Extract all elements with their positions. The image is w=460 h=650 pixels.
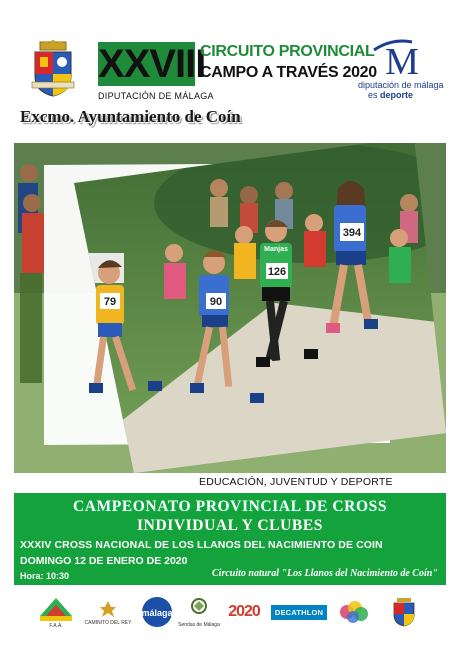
sponsor-decathlon-label: DECATHLON bbox=[271, 605, 327, 620]
bib-394: 394 bbox=[342, 227, 362, 239]
sponsor-decathlon-logo bbox=[274, 592, 324, 632]
circuit-title-line2: CAMPO A TRAVÉS 2020 bbox=[200, 64, 377, 81]
event-name: XXXIV CROSS NACIONAL DE LOS LLANOS DEL NACIMIENTO DE COIN bbox=[20, 539, 383, 551]
sponsor-caminito-label: CAMINITO DEL REY bbox=[84, 619, 132, 626]
dm-line1: diputación de málaga bbox=[358, 80, 444, 90]
sponsor-2020-label: 2020 bbox=[228, 603, 260, 620]
dm-letter: M bbox=[385, 41, 419, 78]
sponsor-colorful-logo bbox=[336, 592, 372, 632]
ayuntamiento-title: Excmo. Ayuntamiento de Coín bbox=[20, 107, 241, 126]
diputacion-deporte-logo bbox=[372, 38, 432, 78]
dm-line2-deporte: deporte bbox=[380, 90, 414, 100]
sponsor-crest-logo bbox=[390, 592, 418, 632]
sponsor-malaga-label: málaga bbox=[141, 608, 173, 618]
sponsor-2020-logo bbox=[222, 592, 266, 632]
dm-line2 bbox=[368, 90, 413, 100]
bib-126: 126 bbox=[267, 266, 287, 278]
bib-79: 79 bbox=[103, 296, 117, 308]
bib-90: 90 bbox=[209, 296, 223, 308]
sponsor-malaga-logo bbox=[140, 592, 174, 632]
sponsor-faa-label: F.A.A. bbox=[49, 622, 63, 629]
championship-subtitle: INDIVIDUAL Y CLUBES bbox=[137, 517, 323, 534]
event-time: Hora: 10:30 bbox=[20, 571, 70, 581]
sponsor-sendas-label: Sendas de Málaga bbox=[178, 621, 220, 628]
event-venue: Circuito natural "Los Llanos del Nacimiento de Coín" bbox=[212, 568, 438, 579]
edition-roman-numeral: XXVIII bbox=[98, 42, 206, 86]
circuit-title-line1: CIRCUITO PROVINCIAL bbox=[200, 43, 375, 60]
dm-line2-prefix: es bbox=[368, 90, 381, 100]
championship-title: CAMPEONATO PROVINCIAL DE CROSS bbox=[72, 498, 388, 515]
photo-caption: EDUCACIÓN, JUVENTUD Y DEPORTE bbox=[199, 476, 393, 488]
runner-shirt-text: Manjas bbox=[264, 246, 288, 253]
coin-crest-logo bbox=[30, 40, 76, 98]
sponsor-sendas-logo bbox=[178, 592, 220, 632]
sponsor-caminito-logo bbox=[84, 592, 132, 632]
event-date: DOMINGO 12 DE ENERO DE 2020 bbox=[20, 555, 188, 567]
sponsor-faa-logo bbox=[38, 592, 74, 632]
diputacion-label: DIPUTACIÓN DE MÁLAGA bbox=[98, 91, 214, 101]
race-photo bbox=[14, 143, 446, 473]
